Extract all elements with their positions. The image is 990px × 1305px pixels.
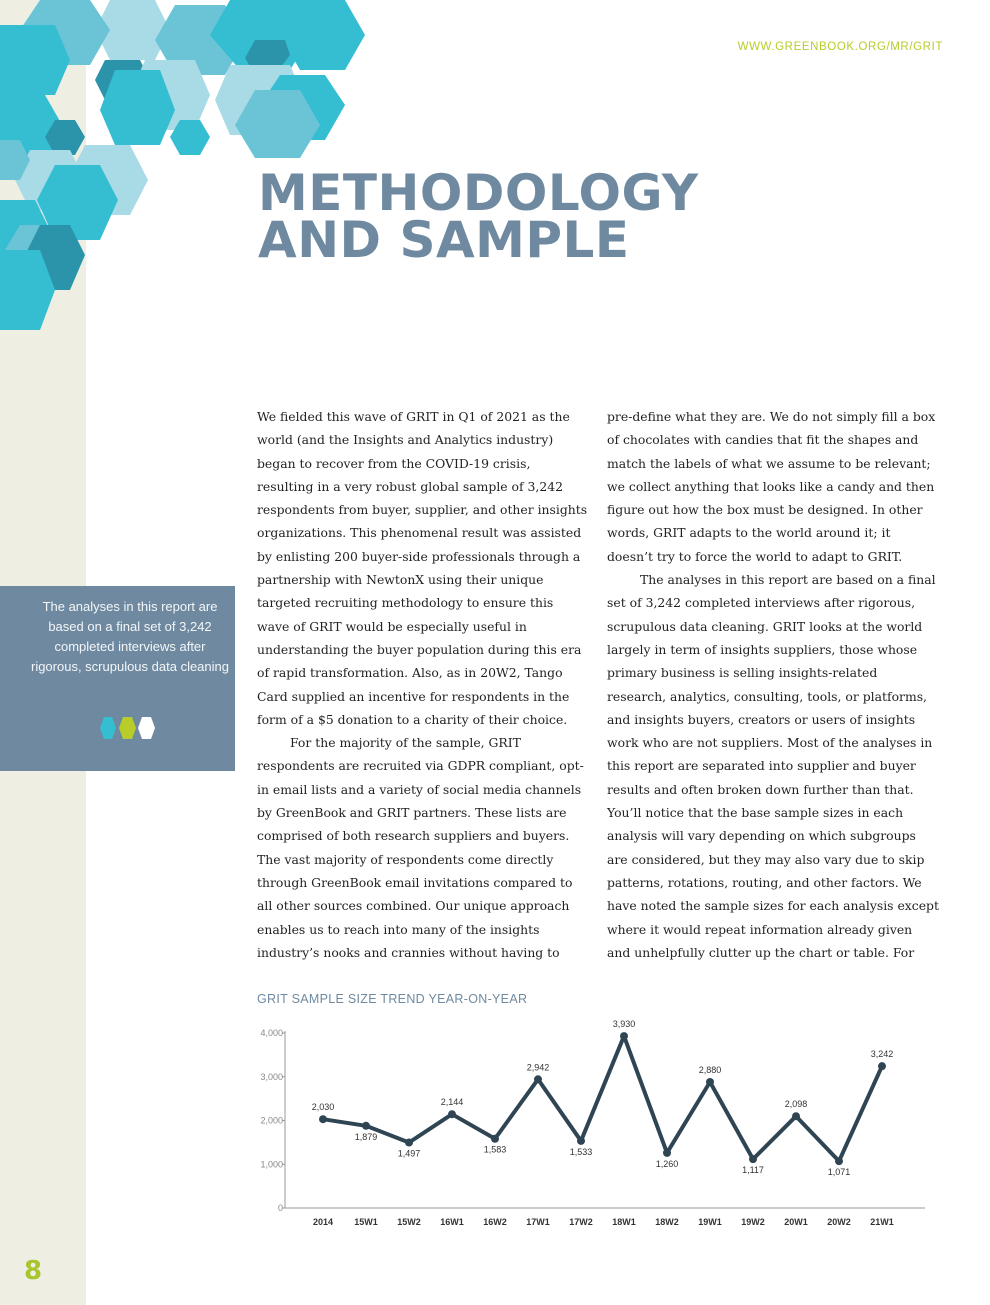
data-point [663, 1149, 671, 1157]
data-label: 2,144 [440, 1097, 464, 1108]
data-label: 2,942 [526, 1062, 550, 1073]
data-label: 3,242 [870, 1049, 894, 1060]
data-point [577, 1137, 585, 1145]
data-point [362, 1122, 370, 1130]
pull-quote-text: The analyses in this report are based on a final set of 3,242 completed interviews after rigorous, scrupulous data cleaning [30, 599, 229, 674]
pull-quote-box [0, 586, 235, 771]
x-tick-label: 18W1 [612, 1217, 636, 1227]
data-point [749, 1155, 757, 1163]
data-point [620, 1032, 628, 1040]
data-label: 1,533 [569, 1146, 593, 1157]
body-paragraph: For the majority of the sample, GRIT respondents are recruited via GDPR compliant, opt-in email lists and a variety of social media channels by GreenBook and GRIT partners. These lists are comprised of both research suppliers and buyers. The vast majority of respondents come directly through GreenBook email invitations compared to all other sources combined. Our unique approach enables us to reach into many of the insights industry’s nooks and crannies without having to [257, 735, 584, 960]
data-label: 2,030 [311, 1102, 335, 1113]
y-tick-label: 1,000 [260, 1159, 283, 1170]
x-tick-label: 19W2 [741, 1217, 765, 1227]
data-label: 3,930 [612, 1019, 636, 1030]
data-point [491, 1135, 499, 1143]
hexagon-dots-icon [96, 714, 162, 742]
data-point [792, 1112, 800, 1120]
data-point [706, 1078, 714, 1086]
x-tick-label: 17W2 [569, 1217, 593, 1227]
page-title-line-2: AND SAMPLE [258, 211, 630, 269]
x-tick-label: 2014 [312, 1217, 334, 1227]
x-tick-label: 19W1 [698, 1217, 722, 1227]
y-tick-label: 4,000 [260, 1028, 283, 1038]
body-paragraph: We fielded this wave of GRIT in Q1 of 2021 as the world (and the Insights and Analytics industry) began to recover from the COVID-19 crisis, resulting in a very robust global sample of 3,242 respondents from buyer, supplier, and other insights organizations. This phenomenal result was assisted by enlisting 200 buyer-side professionals through a partnership with NewtonX using their unique targeted recruiting methodology to ensure this wave of GRIT would be especially useful in understanding the buyer population during this era of rapid transformation. Also, as in 20W2, Tango Card supplied an incentive for respondents in the form of a $5 donation to a charity of their choice. [257, 409, 588, 727]
x-tick-label: 18W2 [655, 1217, 679, 1227]
data-label: 1,583 [483, 1144, 507, 1155]
data-label: 2,098 [784, 1099, 808, 1110]
y-tick-label: 3,000 [260, 1071, 283, 1082]
body-column-right [607, 405, 939, 964]
data-label: 1,497 [397, 1148, 421, 1159]
y-tick-label: 2,000 [260, 1115, 283, 1126]
data-label: 1,071 [827, 1167, 851, 1178]
x-tick-label: 20W2 [827, 1217, 851, 1227]
x-tick-label: 17W1 [526, 1217, 550, 1227]
website-url: WWW.GREENBOOK.ORG/MR/GRIT [737, 41, 943, 53]
data-point [405, 1139, 413, 1147]
data-point [319, 1115, 327, 1123]
sample-size-line-chart [250, 1018, 940, 1238]
body-column-left [257, 405, 589, 964]
page-title [258, 164, 699, 269]
x-tick-label: 16W1 [440, 1217, 464, 1227]
x-tick-label: 20W1 [784, 1217, 808, 1227]
data-label: 2,880 [698, 1065, 722, 1075]
data-label: 1,879 [354, 1131, 378, 1142]
page-title-line-1: METHODOLOGY [258, 164, 699, 222]
data-label: 1,260 [655, 1158, 679, 1169]
x-tick-label: 15W2 [397, 1217, 421, 1227]
data-point [448, 1110, 456, 1118]
page-number: 8 [24, 1256, 43, 1286]
data-label: 1,117 [742, 1165, 764, 1176]
x-tick-label: 21W1 [870, 1217, 894, 1227]
y-tick-label: 0 [277, 1203, 283, 1213]
x-tick-label: 16W2 [483, 1217, 507, 1227]
body-paragraph: pre-define what they are. We do not simply fill a box of chocolates with candies that fit the shapes and match the labels of what we assume to be relevant; we collect anything that looks like a candy and then figure out how the box must be designed. In other words, GRIT adapts to the world around it; it doesn’t try to force the world to adapt to GRIT. [607, 409, 936, 564]
data-point [878, 1062, 886, 1070]
data-point [534, 1075, 542, 1083]
x-tick-label: 15W1 [354, 1217, 378, 1227]
body-paragraph: The analyses in this report are based on a final set of 3,242 completed interviews after rigorous, scrupulous data cleaning. GRIT looks at the world largely in term of insights suppliers, those whose primary business is selling insights-related research, analytics, consulting, tools, or platforms, and insights buyers, creators or users of insights work who are not suppliers. Most of the analyses in this report are separated into supplier and buyer results and often broken down further than that. You’ll notice that the base sample sizes in each analysis will vary depending on which subgroups are considered, but they may also vary due to skip patterns, rotations, routing, and other factors. We have noted the sample sizes for each analysis except where it would repeat information already given and unhelpfully clutter up the chart or table. For [607, 572, 939, 960]
chart-title: GRIT SAMPLE SIZE TREND YEAR-ON-YEAR [257, 992, 528, 1006]
data-point [835, 1157, 843, 1165]
